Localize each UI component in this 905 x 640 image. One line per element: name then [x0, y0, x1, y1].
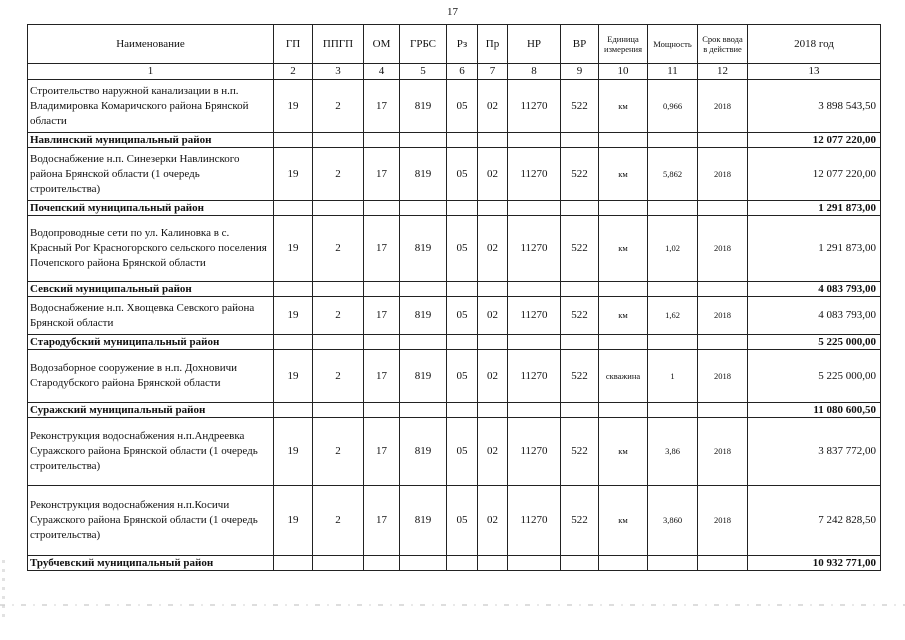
term-cell: 2018 [698, 148, 748, 201]
vr-cell: 522 [561, 486, 599, 556]
object-name: Водозаборное сооружение в н.п. Дохновичи Стародубского района Брянской области [28, 350, 274, 403]
region-name: Трубчевский муниципальный район [28, 556, 274, 571]
amount-cell: 7 242 828,50 [748, 486, 881, 556]
column-number: 1 [28, 64, 274, 80]
om-cell: 17 [364, 216, 400, 282]
header-unit: Единица измерения [599, 25, 648, 64]
header-om: ОМ [364, 25, 400, 64]
capacity-cell: 1,62 [648, 297, 698, 335]
header-vr: ВР [561, 25, 599, 64]
rz-cell: 05 [447, 216, 478, 282]
nr-cell: 11270 [508, 216, 561, 282]
om-cell: 17 [364, 297, 400, 335]
scan-artifact [0, 604, 905, 606]
region-amount: 11 080 600,50 [748, 403, 881, 418]
ppgp-cell: 2 [313, 216, 364, 282]
column-number: 9 [561, 64, 599, 80]
gp-cell: 19 [274, 418, 313, 486]
pr-cell: 02 [478, 350, 508, 403]
page-number: 17 [447, 6, 458, 18]
object-name: Реконструкция водоснабжения н.п.Косичи Суражского района Брянской области (1 очередь строительства) [28, 486, 274, 556]
nr-cell: 11270 [508, 80, 561, 133]
table-row [28, 80, 881, 133]
om-cell: 17 [364, 80, 400, 133]
column-number: 7 [478, 64, 508, 80]
grbs-cell: 819 [400, 297, 447, 335]
nr-cell: 11270 [508, 297, 561, 335]
unit-cell: км [599, 297, 648, 335]
ppgp-cell: 2 [313, 418, 364, 486]
nr-cell: 11270 [508, 418, 561, 486]
capacity-cell: 0,966 [648, 80, 698, 133]
budget-table [27, 24, 881, 571]
pr-cell: 02 [478, 216, 508, 282]
region-name: Стародубский муниципальный район [28, 335, 274, 350]
header-ppgp: ППГП [313, 25, 364, 64]
pr-cell: 02 [478, 80, 508, 133]
object-name: Водопроводные сети по ул. Калиновка в с. Красный Рог Красногорского сельского поселения Почепского района Брянской области [28, 216, 274, 282]
column-number: 11 [648, 64, 698, 80]
column-number: 10 [599, 64, 648, 80]
rz-cell: 05 [447, 418, 478, 486]
capacity-cell: 1,02 [648, 216, 698, 282]
table-row [28, 148, 881, 201]
column-number: 4 [364, 64, 400, 80]
header-gp: ГП [274, 25, 313, 64]
grbs-cell: 819 [400, 216, 447, 282]
term-cell: 2018 [698, 297, 748, 335]
region-amount: 1 291 873,00 [748, 201, 881, 216]
term-cell: 2018 [698, 486, 748, 556]
region-name: Суражский муниципальный район [28, 403, 274, 418]
om-cell: 17 [364, 350, 400, 403]
unit-cell: км [599, 80, 648, 133]
gp-cell: 19 [274, 148, 313, 201]
object-name: Водоснабжение н.п. Синезерки Навлинского района Брянской области (1 очередь строительства) [28, 148, 274, 201]
table-row [28, 297, 881, 335]
table-row [28, 418, 881, 486]
scan-artifact [2, 560, 5, 620]
ppgp-cell: 2 [313, 297, 364, 335]
region-amount: 4 083 793,00 [748, 282, 881, 297]
column-number: 8 [508, 64, 561, 80]
region-amount: 10 932 771,00 [748, 556, 881, 571]
column-number: 13 [748, 64, 881, 80]
rz-cell: 05 [447, 148, 478, 201]
amount-cell: 5 225 000,00 [748, 350, 881, 403]
ppgp-cell: 2 [313, 486, 364, 556]
term-cell: 2018 [698, 350, 748, 403]
rz-cell: 05 [447, 297, 478, 335]
region-name: Севский муниципальный район [28, 282, 274, 297]
column-number: 3 [313, 64, 364, 80]
om-cell: 17 [364, 418, 400, 486]
pr-cell: 02 [478, 418, 508, 486]
vr-cell: 522 [561, 297, 599, 335]
amount-cell: 3 837 772,00 [748, 418, 881, 486]
header-pr: Пр [478, 25, 508, 64]
vr-cell: 522 [561, 80, 599, 133]
pr-cell: 02 [478, 148, 508, 201]
amount-cell: 1 291 873,00 [748, 216, 881, 282]
header-name: Наименование [28, 25, 274, 64]
term-cell: 2018 [698, 80, 748, 133]
table-body [28, 80, 881, 571]
nr-cell: 11270 [508, 148, 561, 201]
unit-cell: скважина [599, 350, 648, 403]
column-number: 5 [400, 64, 447, 80]
gp-cell: 19 [274, 297, 313, 335]
table-row [28, 350, 881, 403]
capacity-cell: 1 [648, 350, 698, 403]
ppgp-cell: 2 [313, 350, 364, 403]
capacity-cell: 5,862 [648, 148, 698, 201]
vr-cell: 522 [561, 148, 599, 201]
object-name: Строительство наружной канализации в н.п. Владимировка Комаричского района Брянской области [28, 80, 274, 133]
grbs-cell: 819 [400, 148, 447, 201]
amount-cell: 12 077 220,00 [748, 148, 881, 201]
table-row [28, 216, 881, 282]
unit-cell: км [599, 148, 648, 201]
region-name: Почепский муниципальный район [28, 201, 274, 216]
nr-cell: 11270 [508, 350, 561, 403]
vr-cell: 522 [561, 350, 599, 403]
term-cell: 2018 [698, 418, 748, 486]
region-row [28, 282, 881, 297]
region-row [28, 403, 881, 418]
grbs-cell: 819 [400, 486, 447, 556]
gp-cell: 19 [274, 216, 313, 282]
capacity-cell: 3,86 [648, 418, 698, 486]
header-capacity: Мощность [648, 25, 698, 64]
ppgp-cell: 2 [313, 148, 364, 201]
unit-cell: км [599, 216, 648, 282]
column-number-row [28, 64, 881, 80]
header-term: Срок ввода в действие [698, 25, 748, 64]
header-nr: НР [508, 25, 561, 64]
amount-cell: 3 898 543,50 [748, 80, 881, 133]
unit-cell: км [599, 486, 648, 556]
vr-cell: 522 [561, 418, 599, 486]
region-amount: 12 077 220,00 [748, 133, 881, 148]
region-row [28, 133, 881, 148]
object-name: Реконструкция водоснабжения н.п.Андреевка Суражского района Брянской области (1 очередь строительства) [28, 418, 274, 486]
rz-cell: 05 [447, 80, 478, 133]
object-name: Водоснабжение н.п. Хвощевка Севского района Брянской области [28, 297, 274, 335]
column-number: 2 [274, 64, 313, 80]
rz-cell: 05 [447, 486, 478, 556]
region-row [28, 201, 881, 216]
grbs-cell: 819 [400, 418, 447, 486]
region-row [28, 335, 881, 350]
nr-cell: 11270 [508, 486, 561, 556]
om-cell: 17 [364, 148, 400, 201]
header-rz: Рз [447, 25, 478, 64]
vr-cell: 522 [561, 216, 599, 282]
pr-cell: 02 [478, 486, 508, 556]
capacity-cell: 3,860 [648, 486, 698, 556]
header-grbs: ГРБС [400, 25, 447, 64]
grbs-cell: 819 [400, 350, 447, 403]
header-year: 2018 год [748, 25, 881, 64]
rz-cell: 05 [447, 350, 478, 403]
region-amount: 5 225 000,00 [748, 335, 881, 350]
ppgp-cell: 2 [313, 80, 364, 133]
column-number: 6 [447, 64, 478, 80]
grbs-cell: 819 [400, 80, 447, 133]
table-row [28, 486, 881, 556]
pr-cell: 02 [478, 297, 508, 335]
region-row [28, 556, 881, 571]
column-number: 12 [698, 64, 748, 80]
gp-cell: 19 [274, 350, 313, 403]
gp-cell: 19 [274, 486, 313, 556]
unit-cell: км [599, 418, 648, 486]
gp-cell: 19 [274, 80, 313, 133]
term-cell: 2018 [698, 216, 748, 282]
amount-cell: 4 083 793,00 [748, 297, 881, 335]
region-name: Навлинский муниципальный район [28, 133, 274, 148]
om-cell: 17 [364, 486, 400, 556]
header-row [28, 25, 881, 64]
